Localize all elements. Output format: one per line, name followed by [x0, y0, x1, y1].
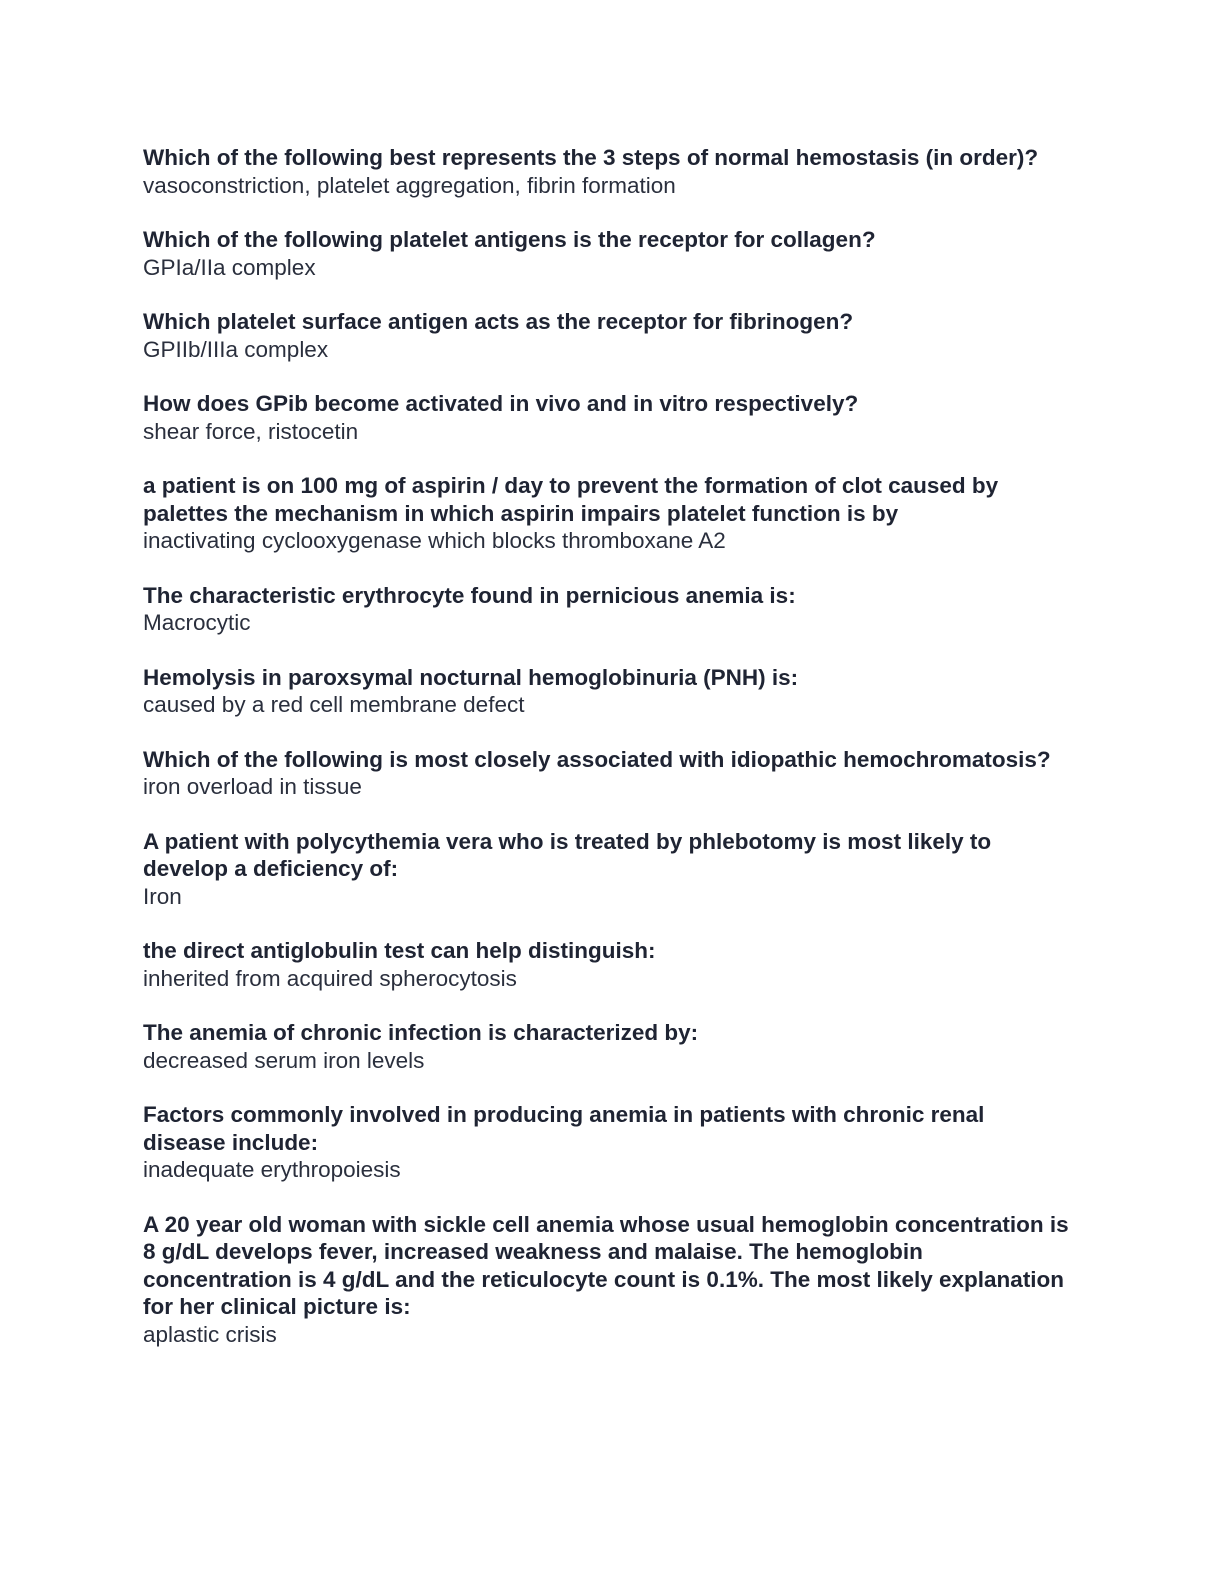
- qa-item: [143, 144, 1073, 199]
- answer-text: iron overload in tissue: [143, 774, 362, 799]
- answer-text: aplastic crisis: [143, 1321, 277, 1347]
- question-text: Which of the following platelet antigens is the receptor for collagen?: [143, 227, 876, 252]
- qa-item: [143, 1211, 1073, 1349]
- question-text: The characteristic erythrocyte found in pernicious anemia is:: [143, 582, 796, 608]
- qa-item: [143, 390, 1073, 445]
- question-text: A 20 year old woman with sickle cell anemia whose usual hemoglobin concentration is 8 g/dL develops fever, increased weakness and malaise. The hemoglobin concentration is 4 g/dL and the reticulocyte count is 0.1%. The most likely explanation for her clinical picture is:: [143, 1211, 1069, 1319]
- question-text: Factors commonly involved in producing anemia in patients with chronic renal disease include:: [143, 1102, 985, 1155]
- question-text: the direct antiglobulin test can help distinguish:: [143, 938, 656, 963]
- qa-item: [143, 226, 1073, 281]
- answer-text: vasoconstriction, platelet aggregation, fibrin formation: [143, 172, 676, 198]
- question-text: The anemia of chronic infection is characterized by:: [143, 1020, 699, 1045]
- answer-text: inherited from acquired spherocytosis: [143, 965, 517, 991]
- answer-text: inactivating cyclooxygenase which blocks thromboxane A2: [143, 528, 726, 553]
- question-text: How does GPib become activated in vivo and in vitro respectively?: [143, 391, 859, 416]
- question-text: Which platelet surface antigen acts as the receptor for fibrinogen?: [143, 309, 854, 334]
- answer-text: GPIa/IIa complex: [143, 254, 316, 280]
- qa-item: [143, 472, 1073, 555]
- answer-text: GPIIb/IIIa complex: [143, 336, 329, 362]
- qa-item: [143, 308, 1073, 363]
- answer-text: Iron: [143, 883, 182, 909]
- qa-item: [143, 828, 1073, 911]
- qa-item: [143, 1101, 1073, 1184]
- question-text: Which of the following best represents the 3 steps of normal hemostasis (in order)?: [143, 145, 1039, 170]
- answer-text: Macrocytic: [143, 610, 251, 635]
- qa-item: [143, 582, 1073, 637]
- answer-text: inadequate erythropoiesis: [143, 1157, 401, 1182]
- question-text: Hemolysis in paroxsymal nocturnal hemoglobinuria (PNH) is:: [143, 664, 799, 690]
- qa-item: [143, 746, 1073, 801]
- qa-item: [143, 1019, 1073, 1074]
- question-text: a patient is on 100 mg of aspirin / day to prevent the formation of clot caused by palettes the mechanism in which aspirin impairs platelet function is by: [143, 473, 999, 526]
- question-text: A patient with polycythemia vera who is treated by phlebotomy is most likely to develop a deficiency of:: [143, 828, 992, 881]
- answer-text: decreased serum iron levels: [143, 1047, 425, 1073]
- answer-text: caused by a red cell membrane defect: [143, 692, 525, 717]
- question-text: Which of the following is most closely associated with idiopathic hemochromatosis?: [143, 746, 1051, 772]
- answer-text: shear force, ristocetin: [143, 418, 359, 444]
- qa-item: [143, 937, 1073, 992]
- qa-item: [143, 664, 1073, 719]
- document-page: [143, 144, 1073, 1375]
